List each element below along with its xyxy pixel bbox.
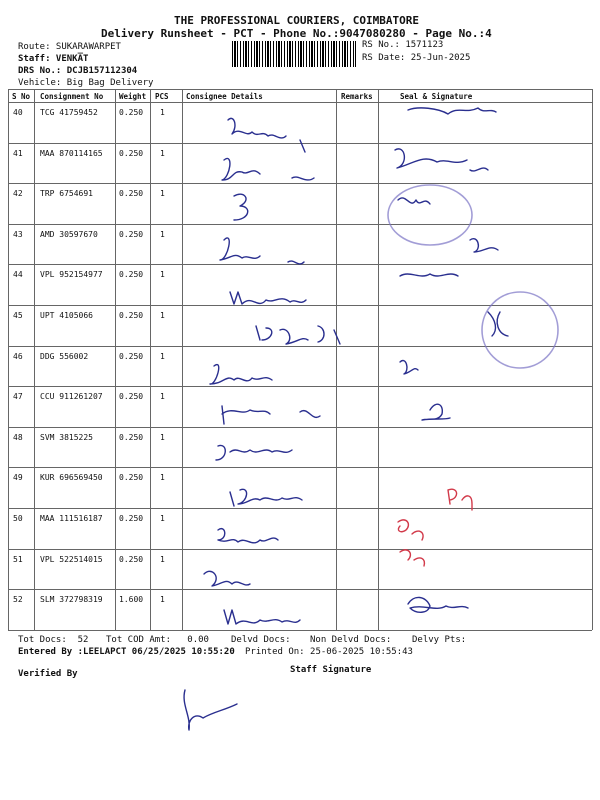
row-sno: 40	[13, 108, 23, 117]
row-weight: 0.250	[119, 473, 144, 483]
row-sno: 44	[13, 270, 23, 280]
row-weight: 0.250	[119, 108, 144, 117]
row-pcs: 1	[160, 189, 165, 199]
staff-signature-label: Staff Signature	[290, 665, 372, 675]
vehicle-label: Vehicle: Big Bag Delivery	[18, 78, 154, 88]
row-sno: 45	[13, 311, 23, 320]
company-title: THE PROFESSIONAL COURIERS, COIMBATORE	[174, 14, 420, 27]
row-consignment-no: AMD 30597670	[40, 229, 98, 239]
row-pcs: 1	[160, 432, 165, 442]
delivered-docs: Delvd Docs:	[231, 635, 291, 645]
row-sno: 42	[13, 189, 23, 199]
row-consignment-no: DDG 556002	[40, 351, 89, 361]
row-sno: 49	[13, 473, 23, 483]
row-weight: 0.250	[119, 229, 144, 239]
row-pcs: 1	[160, 311, 165, 320]
row-consignment-no: KUR 696569450	[40, 473, 103, 483]
row-consignment-no: MAA 870114165	[40, 148, 103, 158]
row-sno: 41	[13, 148, 23, 158]
total-docs: Tot Docs: 52	[18, 635, 89, 645]
row-sno: 52	[13, 595, 23, 605]
row-consignment-no: VPL 522514015	[40, 554, 103, 564]
row-consignment-no: CCU 911261207	[40, 392, 103, 402]
row-consignment-no: UPT 4105066	[40, 311, 93, 320]
row-pcs: 1	[160, 148, 165, 158]
row-sno: 43	[13, 229, 23, 239]
col-sno: S No	[12, 92, 31, 101]
row-weight: 0.250	[119, 514, 144, 523]
row-pcs: 1	[160, 392, 165, 402]
row-sno: 50	[13, 514, 23, 523]
row-sno: 47	[13, 392, 23, 402]
row-consignment-no: SVM 3815225	[40, 432, 93, 442]
rs-number: RS No.: 1571123	[362, 40, 444, 50]
entered-by: Entered By :LEELAPCT 06/25/2025 10:55:20	[18, 647, 235, 657]
non-delivered-docs: Non Delvd Docs:	[310, 635, 392, 645]
drs-label: DRS No.: DCJB157112304	[18, 66, 138, 76]
row-pcs: 1	[160, 108, 165, 117]
staff-label: Staff: VENKA̅T	[18, 54, 89, 64]
row-pcs: 1	[160, 351, 165, 361]
row-pcs: 1	[160, 270, 165, 280]
row-weight: 0.250	[119, 270, 144, 280]
row-sno: 51	[13, 554, 23, 564]
row-consignment-no: MAA 111516187	[40, 514, 103, 523]
row-consignment-no: TCG 41759452	[40, 108, 98, 117]
col-pcs: PCS	[155, 92, 169, 101]
row-pcs: 1	[160, 229, 165, 239]
row-weight: 0.250	[119, 311, 144, 320]
verified-by: Verified By	[18, 669, 78, 679]
row-weight: 0.250	[119, 554, 144, 564]
row-consignment-no: TRP 6754691	[40, 189, 93, 199]
row-weight: 0.250	[119, 351, 144, 361]
row-sno: 46	[13, 351, 23, 361]
col-signature: Seal & Signature	[400, 92, 473, 101]
col-consignment: Consignment No	[40, 92, 104, 101]
delivery-points: Delvy Pts:	[412, 635, 467, 645]
row-consignment-no: SLM 372798319	[40, 595, 103, 605]
row-weight: 0.250	[119, 432, 144, 442]
col-consignee: Consignee Details	[186, 92, 263, 101]
row-weight: 0.250	[119, 189, 144, 199]
col-weight: Weight	[119, 92, 147, 101]
row-pcs: 1	[160, 554, 165, 564]
rs-date: RS Date: 25-Jun-2025	[362, 53, 471, 63]
col-remarks: Remarks	[341, 92, 373, 101]
row-pcs: 1	[160, 595, 165, 605]
total-cod: Tot COD Amt: 0.00	[106, 635, 209, 645]
route-label: Route: SUKARAWARPET	[18, 42, 121, 52]
printed-on: Printed On: 25-06-2025 10:55:43	[245, 647, 413, 657]
row-sno: 48	[13, 432, 23, 442]
row-weight: 1.600	[119, 595, 144, 605]
row-pcs: 1	[160, 473, 165, 483]
runsheet-subtitle: Delivery Runsheet - PCT - Phone No.:9047080280 - Page No.:4	[101, 27, 492, 40]
row-pcs: 1	[160, 514, 165, 523]
row-consignment-no: VPL 952154977	[40, 270, 103, 280]
row-weight: 0.250	[119, 392, 144, 402]
row-weight: 0.250	[119, 148, 144, 158]
